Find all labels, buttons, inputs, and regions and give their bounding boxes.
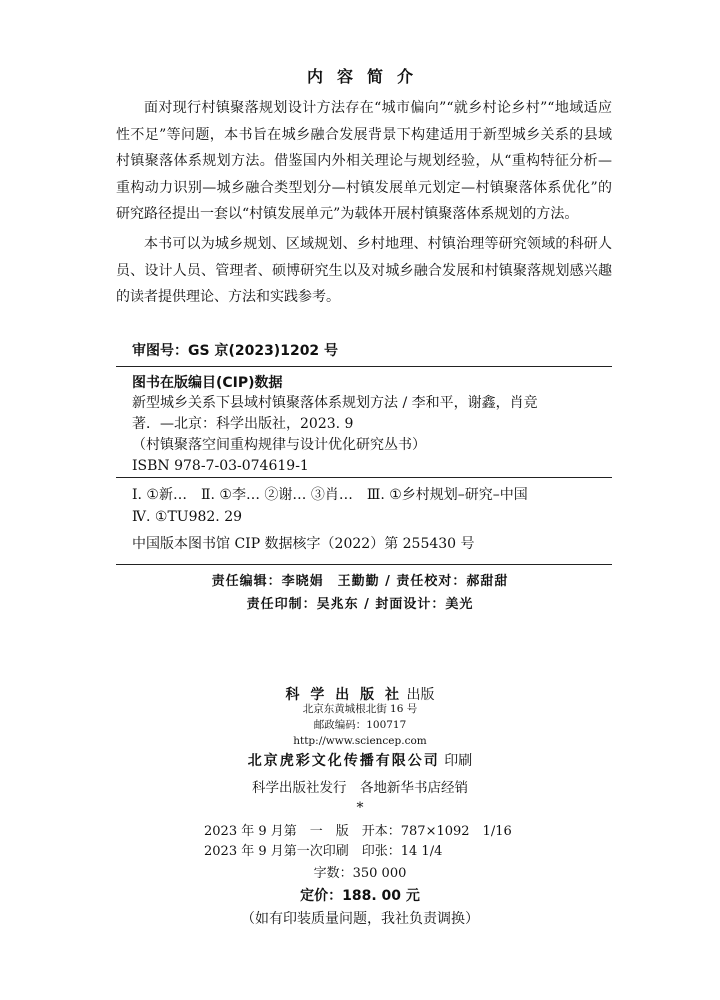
- editors-line: 责任编辑：李晓娟 王勤勤 / 责任校对：郝甜甜: [211, 574, 509, 589]
- publisher-suffix: 出版: [406, 687, 435, 703]
- separator-star: *: [356, 800, 364, 816]
- cip-line: 新型城乡关系下县域村镇聚落体系规划方法 / 李和平，谢鑫，肖竞: [132, 395, 538, 411]
- production-line: 责任印制：吴兆东 / 封面设计：美光: [246, 597, 474, 612]
- cip-heading: 图书在版编目(CIP)数据: [132, 375, 283, 391]
- cip-line: 著．—北京：科学出版社，2023. 9: [132, 416, 354, 432]
- publisher-name: 科 学 出 版 社: [285, 687, 403, 703]
- map-approval-number: 审图号：GS 京(2023)1202 号: [132, 343, 339, 359]
- edition-line-1: 2023 年 9 月第 一 版 开本：787×1092 1/16: [204, 824, 512, 839]
- cip-line: ISBN 978-7-03-074619-1: [132, 458, 309, 474]
- printer-name: 北京虎彩文化传播有限公司: [247, 753, 440, 769]
- divider-bottom: [116, 564, 612, 565]
- printer-line: [0, 750, 720, 770]
- cip-record: [132, 393, 596, 477]
- word-count: 字数：350 000: [313, 866, 407, 881]
- cip-library-number: 中国版本图书馆 CIP 数据核字（2022）第 255430 号: [132, 536, 475, 552]
- divider-top: [116, 366, 612, 367]
- classification-line: Ⅳ. ①TU982. 29: [132, 509, 243, 525]
- intro-title: 内容简介: [306, 67, 427, 86]
- intro-paragraph-2: 本书可以为城乡规划、区域规划、乡村地理、村镇治理等研究领域的科研人员、设计人员、管理者、硕博研究生以及对城乡融合发展和村镇聚落规划感兴趣的读者提供理论、方法和实践参考。: [116, 236, 612, 305]
- price: 定价：188. 00 元: [300, 888, 420, 904]
- quality-notice: （如有印装质量问题，我社负责调换）: [241, 911, 479, 927]
- publisher-address: 北京东黄城根北街 16 号: [302, 703, 418, 715]
- divider-middle: [116, 477, 612, 478]
- publisher-url: http://www.sciencep.com: [293, 735, 427, 747]
- classification-line: Ⅰ. ①新… Ⅱ. ①李… ②谢… ③肖… Ⅲ. ①乡村规划–研究–中国: [132, 487, 528, 503]
- cip-line: （村镇聚落空间重构规律与设计优化研究丛书）: [132, 437, 426, 453]
- printer-suffix: 印刷: [444, 753, 473, 769]
- cip-classification: [132, 484, 596, 528]
- distribution-line: 科学出版社发行 各地新华书店经销: [252, 780, 468, 796]
- publisher-postal-code: 邮政编码：100717: [313, 719, 407, 731]
- edition-line-2: 2023 年 9 月第一次印刷 印张：14 1/4: [204, 844, 443, 859]
- intro-paragraph-1: 面对现行村镇聚落规划设计方法存在“城市偏向”“就乡村论乡村”“地域适应性不足”等问题，本书旨在城乡融合发展背景下构建适用于新型城乡关系的县域村镇聚落体系规划方法。借鉴国内外相关理论与规划经验，从“重构特征分析—重构动力识别—城乡融合类型划分—村镇发展单元划定—村镇聚落体系优化”的研究路径提出一套以“村镇发展单元”为载体开展村镇聚落体系规划的方法。: [116, 100, 612, 222]
